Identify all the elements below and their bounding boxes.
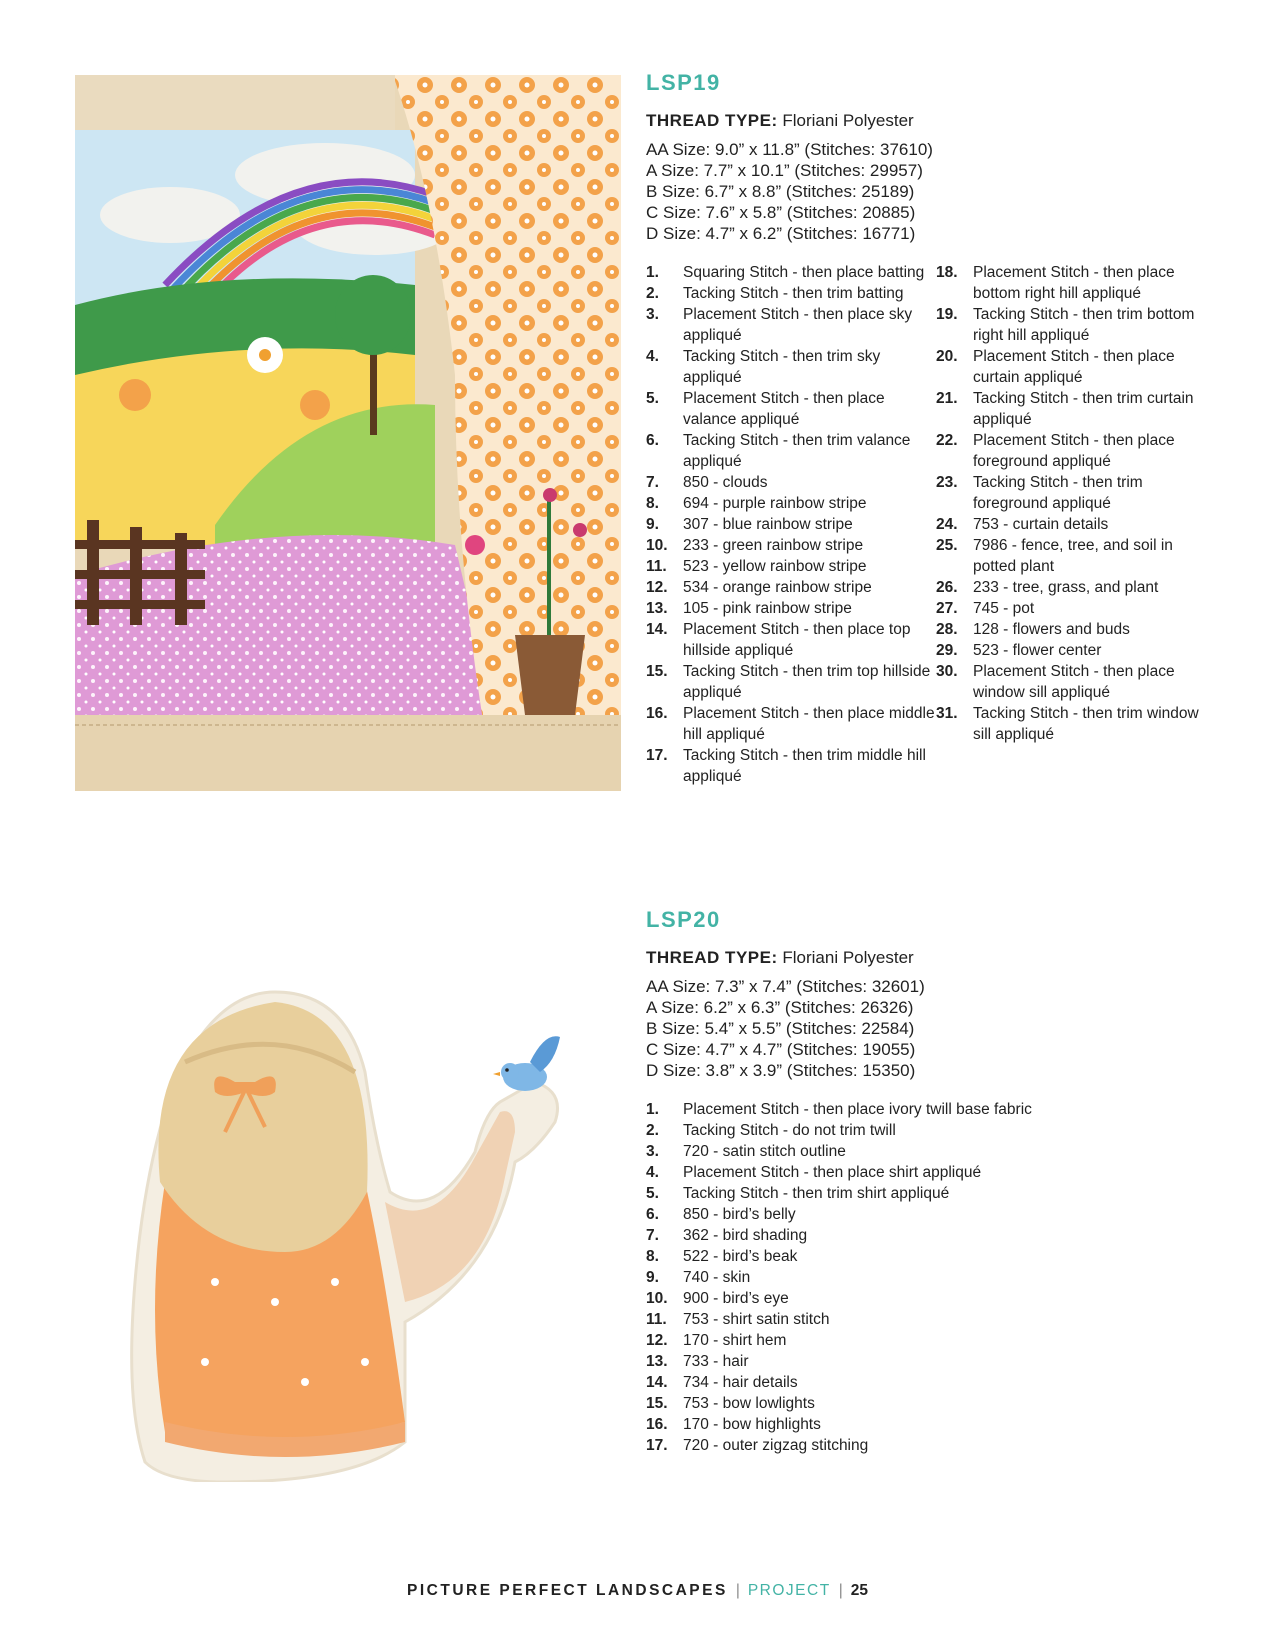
step-text: Placement Stitch - then place shirt appliqué (683, 1164, 982, 1181)
step-number: 5. (646, 1185, 659, 1202)
step-number: 9. (646, 1269, 659, 1286)
step-number: 7. (646, 1227, 659, 1244)
step-text: Squaring Stitch - then place batting (683, 264, 925, 281)
step-text: 170 - bow highlights (683, 1416, 821, 1433)
lsp19-landscape-image (75, 75, 621, 791)
size-line: B Size: 5.4” x 5.5” (Stitches: 22584) (646, 1019, 915, 1038)
step-text: Placement Stitch - then place middle hill appliqué (683, 705, 935, 743)
list-item (646, 577, 936, 598)
step-text: Placement Stitch - then place valance appliqué (683, 390, 885, 428)
list-item (936, 430, 1206, 472)
lsp19-steps-right (936, 262, 1206, 787)
step-number: 4. (646, 1164, 659, 1181)
step-number: 12. (646, 1332, 668, 1349)
list-item (646, 388, 936, 430)
step-text: 900 - bird’s eye (683, 1290, 789, 1307)
lsp19-steps (646, 262, 1206, 787)
step-number: 15. (646, 663, 668, 680)
lsp19-thread-type (646, 111, 1206, 131)
list-item (936, 535, 1206, 577)
lsp19-thread-label: THREAD TYPE: (646, 111, 778, 130)
list-item (646, 1099, 1206, 1120)
size-line: D Size: 4.7” x 6.2” (Stitches: 16771) (646, 224, 916, 243)
step-text: Tacking Stitch - then trim window sill appliqué (973, 705, 1199, 743)
list-item (646, 598, 936, 619)
step-number: 29. (936, 642, 958, 659)
lsp19-steps-left (646, 262, 936, 787)
footer-section: PROJECT (747, 1582, 831, 1599)
step-number: 11. (646, 1311, 667, 1328)
step-number: 2. (646, 1122, 659, 1139)
lsp20-girl-bird-image (105, 982, 595, 1482)
page-footer (0, 1582, 1275, 1600)
step-number: 2. (646, 285, 659, 302)
step-text: 128 - flowers and buds (973, 621, 1130, 638)
step-number: 6. (646, 1206, 659, 1223)
step-number: 18. (936, 264, 958, 281)
step-number: 13. (646, 600, 668, 617)
list-item (936, 346, 1206, 388)
list-item (646, 1351, 1206, 1372)
step-text: 522 - bird’s beak (683, 1248, 798, 1265)
step-text: Placement Stitch - then place foreground appliqué (973, 432, 1175, 470)
lsp20-thread-type (646, 948, 1206, 968)
list-item (646, 1414, 1206, 1435)
step-text: 233 - tree, grass, and plant (973, 579, 1159, 596)
step-text: Tacking Stitch - then trim shirt appliqué (683, 1185, 950, 1202)
step-number: 10. (646, 1290, 668, 1307)
step-text: Tacking Stitch - then trim sky appliqué (683, 348, 881, 386)
step-number: 1. (646, 1101, 659, 1118)
list-item (646, 472, 936, 493)
step-text: 170 - shirt hem (683, 1332, 787, 1349)
size-line: A Size: 7.7” x 10.1” (Stitches: 29957) (646, 161, 923, 180)
step-number: 16. (646, 1416, 668, 1433)
step-text: 233 - green rainbow stripe (683, 537, 864, 554)
step-number: 15. (646, 1395, 668, 1412)
step-text: Placement Stitch - then place curtain appliqué (973, 348, 1175, 386)
lsp20-steps (646, 1099, 1206, 1456)
step-text: 523 - yellow rainbow stripe (683, 558, 867, 575)
step-text: 307 - blue rainbow stripe (683, 516, 853, 533)
list-item (936, 388, 1206, 430)
list-item (936, 619, 1206, 640)
list-item (646, 1288, 1206, 1309)
footer-separator: | (838, 1582, 843, 1599)
step-number: 1. (646, 264, 659, 281)
step-text: 105 - pink rainbow stripe (683, 600, 852, 617)
step-text: 694 - purple rainbow stripe (683, 495, 867, 512)
step-text: 753 - bow lowlights (683, 1395, 815, 1412)
step-number: 4. (646, 348, 659, 365)
step-text: Placement Stitch - then place window sill appliqué (973, 663, 1175, 701)
step-text: 362 - bird shading (683, 1227, 808, 1244)
step-text: 753 - shirt satin stitch (683, 1311, 830, 1328)
step-text: 523 - flower center (973, 642, 1102, 659)
step-number: 8. (646, 495, 659, 512)
list-item (646, 1120, 1206, 1141)
size-line: AA Size: 9.0” x 11.8” (Stitches: 37610) (646, 140, 933, 159)
step-text: 850 - clouds (683, 474, 768, 491)
lsp20-section (646, 907, 1206, 1456)
list-item (646, 346, 936, 388)
step-number: 31. (936, 705, 958, 722)
list-item (936, 598, 1206, 619)
step-number: 19. (936, 306, 958, 323)
step-number: 21. (936, 390, 958, 407)
list-item (646, 1246, 1206, 1267)
list-item (646, 1141, 1206, 1162)
list-item (646, 1183, 1206, 1204)
lsp19-code: LSP19 (646, 70, 721, 95)
step-text: 753 - curtain details (973, 516, 1109, 533)
footer-title: PICTURE PERFECT LANDSCAPES (407, 1582, 728, 1599)
lsp19-section (646, 70, 1206, 787)
step-number: 24. (936, 516, 958, 533)
step-number: 9. (646, 516, 659, 533)
lsp20-thread-value: Floriani Polyester (782, 948, 914, 967)
list-item (646, 262, 936, 283)
list-item (936, 661, 1206, 703)
step-number: 20. (936, 348, 958, 365)
step-text: Tacking Stitch - then trim middle hill appliqué (683, 747, 926, 785)
step-number: 6. (646, 432, 659, 449)
size-line: AA Size: 7.3” x 7.4” (Stitches: 32601) (646, 977, 925, 996)
step-number: 12. (646, 579, 668, 596)
step-text: Tacking Stitch - then trim valance appliqué (683, 432, 911, 470)
step-number: 26. (936, 579, 958, 596)
list-item (646, 619, 936, 661)
list-item (646, 1435, 1206, 1456)
step-text: 733 - hair (683, 1353, 749, 1370)
step-text: Placement Stitch - then place ivory twill base fabric (683, 1101, 1032, 1118)
list-item (646, 703, 936, 745)
step-number: 14. (646, 1374, 668, 1391)
page-number: 25 (850, 1582, 868, 1599)
step-text: Tacking Stitch - then trim curtain appliqué (973, 390, 1194, 428)
step-number: 17. (646, 1437, 668, 1454)
step-text: 720 - outer zigzag stitching (683, 1437, 869, 1454)
size-line: A Size: 6.2” x 6.3” (Stitches: 26326) (646, 998, 914, 1017)
step-number: 11. (646, 558, 667, 575)
step-number: 23. (936, 474, 958, 491)
step-number: 16. (646, 705, 668, 722)
step-number: 3. (646, 1143, 659, 1160)
step-number: 10. (646, 537, 668, 554)
list-item (646, 1393, 1206, 1414)
step-text: 7986 - fence, tree, and soil in potted plant (973, 537, 1173, 575)
step-number: 25. (936, 537, 958, 554)
lsp20-code: LSP20 (646, 907, 721, 932)
step-number: 17. (646, 747, 668, 764)
step-text: 745 - pot (973, 600, 1035, 617)
list-item (936, 514, 1206, 535)
step-text: Placement Stitch - then place bottom right hill appliqué (973, 264, 1175, 302)
list-item (646, 745, 936, 787)
step-text: Tacking Stitch - do not trim twill (683, 1122, 896, 1139)
list-item (936, 577, 1206, 598)
size-line: D Size: 3.8” x 3.9” (Stitches: 15350) (646, 1061, 916, 1080)
list-item (646, 1330, 1206, 1351)
list-item (936, 472, 1206, 514)
step-text: 534 - orange rainbow stripe (683, 579, 872, 596)
list-item (646, 1309, 1206, 1330)
list-item (646, 556, 936, 577)
lsp19-sizes (646, 139, 1206, 244)
lsp20-sizes (646, 976, 1206, 1081)
step-number: 30. (936, 663, 958, 680)
step-text: Placement Stitch - then place sky appliqué (683, 306, 913, 344)
step-number: 28. (936, 621, 958, 638)
step-text: 720 - satin stitch outline (683, 1143, 846, 1160)
list-item (936, 262, 1206, 304)
list-item (936, 640, 1206, 661)
size-line: C Size: 4.7” x 4.7” (Stitches: 19055) (646, 1040, 916, 1059)
step-text: Tacking Stitch - then trim top hillside appliqué (683, 663, 931, 701)
list-item (646, 430, 936, 472)
list-item (646, 1267, 1206, 1288)
list-item (646, 493, 936, 514)
step-text: Tacking Stitch - then trim batting (683, 285, 904, 302)
step-text: 734 - hair details (683, 1374, 798, 1391)
list-item (646, 514, 936, 535)
list-item (646, 661, 936, 703)
step-number: 22. (936, 432, 958, 449)
list-item (936, 703, 1206, 745)
step-text: Tacking Stitch - then trim foreground appliqué (973, 474, 1143, 512)
lsp20-steps-list (646, 1099, 1206, 1456)
list-item (646, 1162, 1206, 1183)
lsp19-thread-value: Floriani Polyester (782, 111, 914, 130)
list-item (646, 304, 936, 346)
step-text: Placement Stitch - then place top hillside appliqué (683, 621, 911, 659)
step-number: 5. (646, 390, 659, 407)
list-item (936, 304, 1206, 346)
list-item (646, 535, 936, 556)
footer-separator: | (735, 1582, 740, 1599)
list-item (646, 1372, 1206, 1393)
step-number: 13. (646, 1353, 668, 1370)
size-line: C Size: 7.6” x 5.8” (Stitches: 20885) (646, 203, 916, 222)
step-number: 27. (936, 600, 958, 617)
list-item (646, 1204, 1206, 1225)
list-item (646, 1225, 1206, 1246)
size-line: B Size: 6.7” x 8.8” (Stitches: 25189) (646, 182, 915, 201)
step-number: 8. (646, 1248, 659, 1265)
step-text: 850 - bird’s belly (683, 1206, 796, 1223)
step-number: 7. (646, 474, 659, 491)
step-number: 14. (646, 621, 668, 638)
step-number: 3. (646, 306, 659, 323)
lsp20-thread-label: THREAD TYPE: (646, 948, 778, 967)
step-text: 740 - skin (683, 1269, 751, 1286)
step-text: Tacking Stitch - then trim bottom right hill appliqué (973, 306, 1195, 344)
list-item (646, 283, 936, 304)
